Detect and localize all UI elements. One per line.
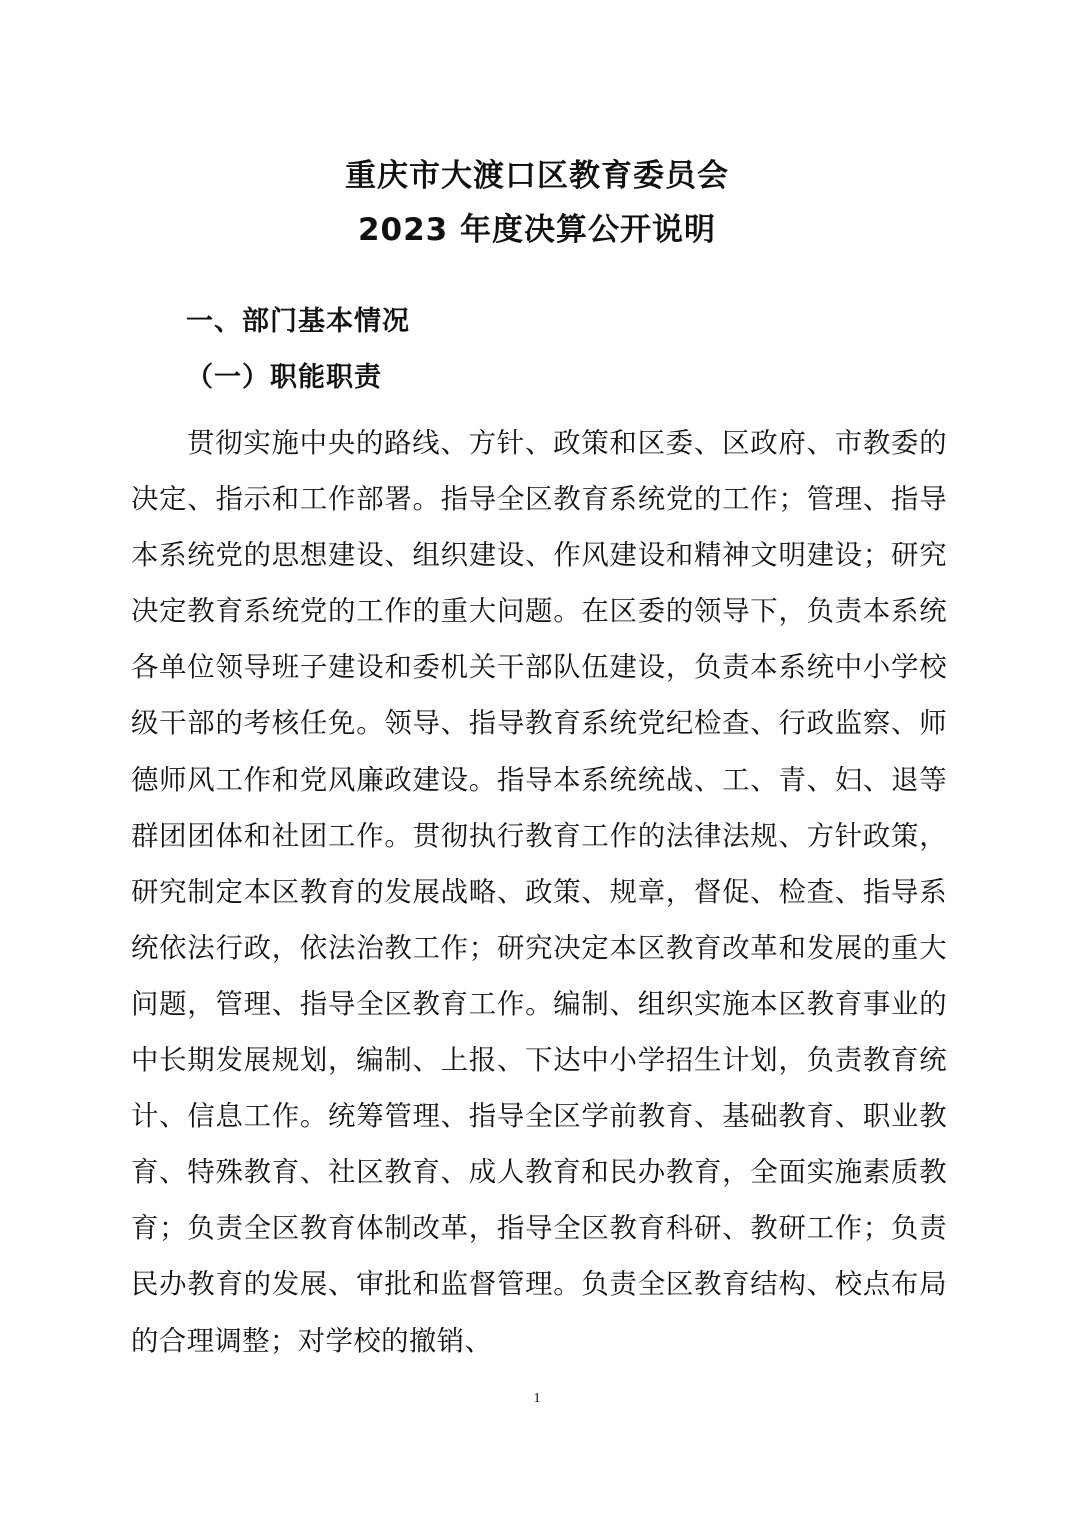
body-paragraph: 贯彻实施中央的路线、方针、政策和区委、区政府、市教委的决定、指示和工作部署。指导全区教育系统党的工作；管理、指导本系统党的思想建设、组织建设、作风建设和精神文明建设；研究决定教育系统党的工作的重大问题。在区委的领导下，负责本系统各单位领导班子建设和委机关干部队伍建设，负责本系统中小学校级干部的考核任免。领导、指导教育系统党纪检查、行政监察、师德师风工作和党风廉政建设。指导本系统统战、工、青、妇、退等群团团体和社团工作。贯彻执行教育工作的法律法规、方针政策，研究制定本区教育的发展战略、政策、规章，督促、检查、指导系统依法行政，依法治教工作；研究决定本区教育改革和发展的重大问题，管理、指导全区教育工作。编制、组织实施本区教育事业的中长期发展规划，编制、上报、下达中小学招生计划，负责教育统计、信息工作。统筹管理、指导全区学前教育、基础教育、职业教育、特殊教育、社区教育、成人教育和民办教育，全面实施素质教育；负责全区教育体制改革，指导全区教育科研、教研工作；负责民办教育的发展、审批和监督管理。负责全区教育结构、校点布局的合理调整；对学校的撤销、 (131, 428, 947, 1357)
document-title-line1: 重庆市大渡口区教育委员会 (345, 158, 729, 194)
document-title-line2: 2023 年度决算公开说明 (357, 212, 717, 248)
subsection-heading: （一）职能职责 (186, 362, 382, 393)
section-heading: 一、部门基本情况 (186, 306, 410, 337)
page-number: 1 (533, 1391, 541, 1406)
